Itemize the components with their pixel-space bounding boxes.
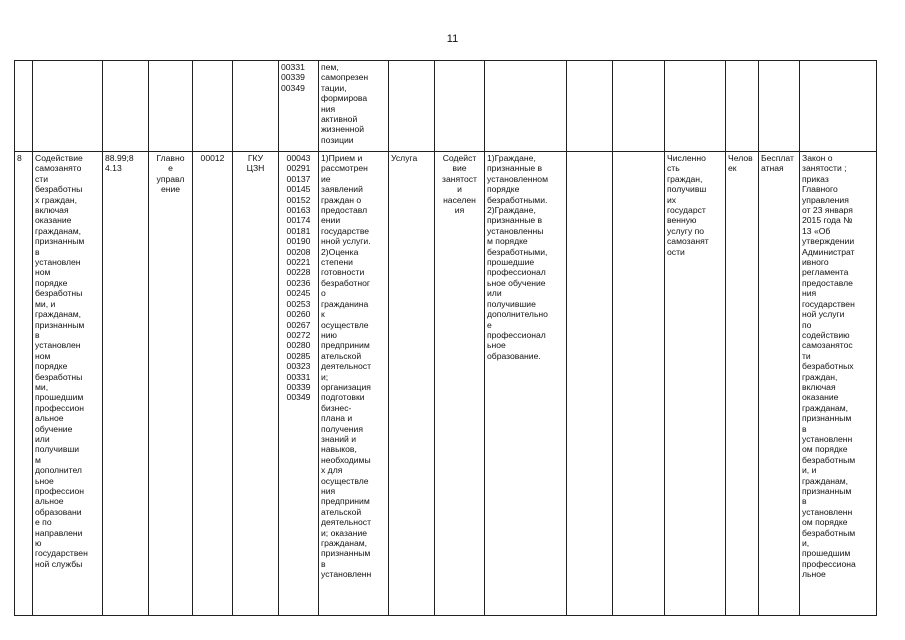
cell-number: 8 (15, 152, 33, 616)
cell-codes: 00331 00339 00349 (279, 61, 319, 152)
cell-institution (233, 61, 279, 152)
cell-blank-2 (613, 61, 665, 152)
cell-category (435, 61, 485, 152)
page-number: 11 (446, 33, 459, 45)
cell-unit (726, 61, 759, 152)
cell-category: Содейст вие занятост и населен ия (435, 152, 485, 616)
cell-owner (149, 61, 193, 152)
cell-legal-basis: Закон о занятости ; приказ Главного управления от 23 января 2015 года № 13 «Об утверждении Администрат ивного регламента предоставле ния государствен ной услуги по содействию самозанятос ти безработных граждан, включая оказание гражданам, признанным в установленн ом порядке безработным и, и гражданам, признанным в установленн ом порядке безработным и, прошедшим профессиона льное (800, 152, 877, 616)
cell-blank-1 (567, 152, 613, 616)
cell-content: пем, самопрезен тации, формирова ния активной жизненной позиции (319, 61, 389, 152)
cell-blank-1 (567, 61, 613, 152)
cell-service-name (33, 61, 103, 152)
cell-number (15, 61, 33, 152)
cell-okved: 88.99;8 4.13 (103, 152, 149, 616)
cell-payment (759, 61, 800, 152)
cell-owner-code (193, 61, 233, 152)
table-row (15, 152, 877, 616)
cell-indicator (665, 61, 726, 152)
cell-blank-2 (613, 152, 665, 616)
cell-payment: Бесплат атная (759, 152, 800, 616)
cell-unit: Челов ек (726, 152, 759, 616)
services-registry-table (14, 60, 877, 616)
cell-consumers (485, 61, 567, 152)
cell-codes: 00043 00291 00137 00145 00152 00163 00174 00181 00190 00208 00221 00228 00236 00245 00253 00260 00267 00272 00280 00285 00323 00331 00339 00349 (279, 152, 319, 616)
cell-owner-code: 00012 (193, 152, 233, 616)
cell-institution: ГКУ ЦЗН (233, 152, 279, 616)
cell-type: Услуга (389, 152, 435, 616)
cell-type (389, 61, 435, 152)
cell-indicator: Численно сть граждан, получивш их государст венную услугу по самозанят ости (665, 152, 726, 616)
cell-content: 1)Прием и рассмотрен ие заявлений граждан о предоставл ении государстве нной услуги. 2)Оценка степени готовности безработног о гражданина к осуществле нию предприним ательской деятельност и; организация подготовки бизнес- плана и получения знаний и навыков, необходимы х для осуществле ния предприним ательской деятельност и; оказание гражданам, признанным в установленн (319, 152, 389, 616)
cell-okved (103, 61, 149, 152)
cell-legal-basis (800, 61, 877, 152)
cell-owner: Главно е управл ение (149, 152, 193, 616)
table-row (15, 61, 877, 152)
cell-consumers: 1)Граждане, признанные в установленном порядке безработными. 2)Граждане, признанные в установленны м порядке безработными, прошедшие профессионал ьное обучение или получившие дополнительно е профессионал ьное образование. (485, 152, 567, 616)
cell-service-name: Содействие самозанято сти безработны х граждан, включая оказание гражданам, признанным в установлен ном порядке безработны ми, и гражданам, признанным в установлен ном порядке безработны ми, прошедшим профессион альное обучение или получивши м дополнител ьное профессион альное образовани е по направлени ю государствен ной службы (33, 152, 103, 616)
